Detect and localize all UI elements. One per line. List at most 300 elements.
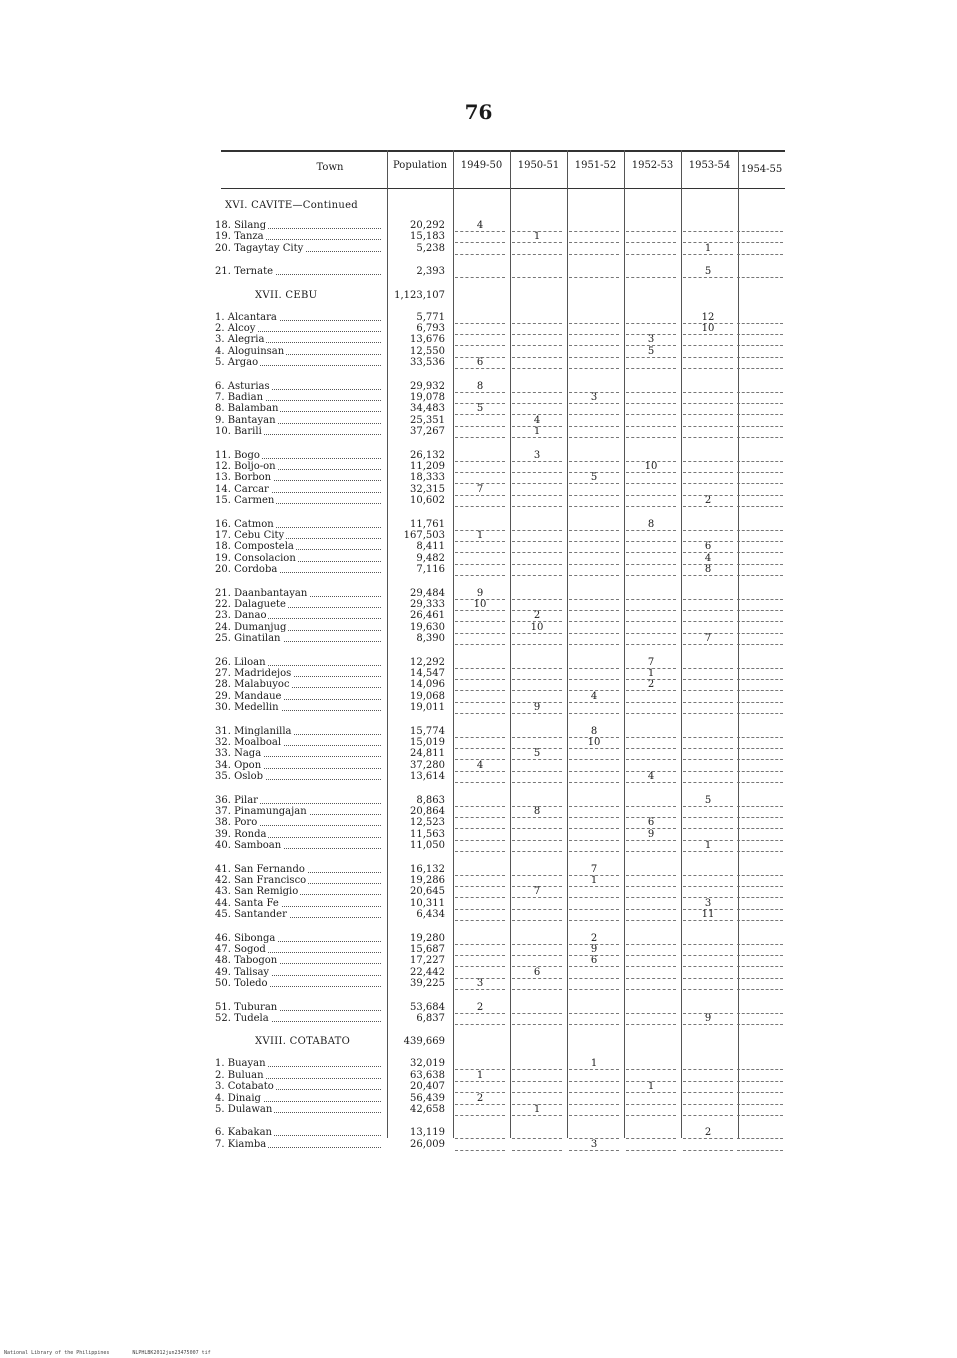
year-cell — [683, 588, 733, 600]
table-row — [215, 312, 785, 323]
table-row — [215, 1139, 785, 1150]
year-cell — [569, 415, 619, 427]
year-cell — [737, 243, 783, 255]
town-name: 17. Cebu City — [215, 530, 285, 541]
year-cell — [737, 944, 783, 956]
table-row — [215, 978, 785, 989]
town-name: 29. Mandaue — [215, 690, 282, 702]
town-cell — [215, 519, 385, 530]
population-cell: 24,811 — [410, 748, 445, 760]
year-cell — [455, 392, 505, 404]
population-cell: 34,483 — [410, 403, 445, 415]
year-cell — [737, 795, 783, 807]
year-cell — [737, 840, 783, 852]
year-cell: 1 — [512, 426, 562, 438]
table-row — [215, 220, 785, 231]
year-cell — [512, 312, 562, 324]
town-cell — [215, 771, 385, 782]
town-cell — [215, 737, 385, 748]
year-cell — [626, 737, 676, 749]
town-name: 4. Dinaig — [215, 1092, 261, 1104]
town-cell — [215, 472, 385, 483]
year-cell: 1 — [569, 1058, 619, 1070]
year-cell — [512, 357, 562, 369]
year-cell — [683, 691, 733, 703]
table-row — [215, 231, 785, 242]
town-cell — [215, 829, 385, 840]
year-cell: 8 — [683, 564, 733, 576]
year-cell — [683, 737, 733, 749]
population-cell: 5,771 — [416, 311, 445, 323]
town-cell — [215, 1104, 385, 1115]
year-cell — [626, 622, 676, 634]
table-row — [215, 1093, 785, 1104]
year-cell — [683, 484, 733, 496]
town-cell — [215, 967, 385, 978]
year-cell — [683, 944, 733, 956]
year-cell — [455, 875, 505, 887]
year-cell — [626, 967, 676, 979]
year-cell — [569, 795, 619, 807]
year-cell: 3 — [626, 334, 676, 346]
population-cell: 29,932 — [410, 380, 445, 392]
population-cell: 17,227 — [410, 955, 445, 967]
population-cell: 8,863 — [416, 794, 445, 806]
year-cell — [569, 484, 619, 496]
year-cell — [626, 243, 676, 255]
year-cell: 1 — [512, 231, 562, 243]
year-cell — [569, 450, 619, 462]
town-cell — [215, 726, 385, 737]
town-name: 4. Aloguinsan — [215, 345, 285, 357]
town-name: 52. Tudela — [215, 1013, 269, 1024]
year-cell — [455, 622, 505, 634]
year-cell — [569, 668, 619, 680]
town-cell — [215, 346, 385, 357]
population-cell: 15,687 — [410, 944, 445, 955]
year-cell — [455, 426, 505, 438]
town-cell — [215, 415, 385, 426]
town-cell — [215, 1081, 385, 1092]
town-cell — [215, 622, 385, 633]
town-cell — [215, 381, 385, 392]
town-name: 5. Argao — [215, 357, 259, 369]
year-cell — [683, 1002, 733, 1014]
year-cell — [683, 530, 733, 542]
population-cell: 53,684 — [410, 1001, 445, 1013]
year-cell — [737, 760, 783, 772]
year-cell: 3 — [683, 898, 733, 910]
table-row — [215, 381, 785, 392]
year-cell — [455, 1081, 505, 1093]
year-cell — [455, 1127, 505, 1139]
year-cell — [512, 243, 562, 255]
town-name: 5. Dulawan — [215, 1104, 273, 1115]
population-cell: 16,132 — [410, 863, 445, 875]
year-cell — [737, 622, 783, 634]
table-row — [215, 1058, 785, 1069]
population-cell: 19,280 — [410, 932, 445, 944]
year-cell: 10 — [455, 599, 505, 611]
year-cell: 10 — [626, 461, 676, 473]
town-name: 41. San Fernando — [215, 863, 305, 875]
year-cell — [626, 323, 676, 335]
year-cell: 1 — [569, 875, 619, 887]
town-name: 3. Alegria — [215, 334, 265, 346]
year-cell: 1 — [683, 243, 733, 255]
year-cell — [683, 357, 733, 369]
year-cell: 9 — [455, 588, 505, 600]
population-cell: 8,411 — [416, 541, 445, 553]
year-cell — [737, 955, 783, 967]
town-cell — [215, 357, 385, 368]
town-name: 19. Tanza — [215, 231, 264, 243]
year-cell — [512, 771, 562, 783]
town-name: 13. Borbon — [215, 472, 272, 484]
year-cell — [737, 691, 783, 703]
year-cell — [737, 679, 783, 691]
year-cell — [455, 795, 505, 807]
population-cell: 19,078 — [410, 392, 445, 403]
town-name: 7. Badian — [215, 392, 264, 403]
year-cell — [626, 541, 676, 553]
year-cell — [626, 1127, 676, 1139]
year-cell — [626, 610, 676, 622]
population-cell: 32,315 — [410, 483, 445, 495]
year-cell — [455, 415, 505, 427]
year-cell — [512, 1081, 562, 1093]
year-cell — [626, 220, 676, 232]
year-cell — [455, 312, 505, 324]
year-cell — [455, 726, 505, 738]
year-cell — [683, 450, 733, 462]
year-cell — [737, 1127, 783, 1139]
year-cell — [737, 334, 783, 346]
year-cell — [737, 748, 783, 760]
year-cell — [626, 944, 676, 956]
year-cell — [512, 978, 562, 990]
year-cell — [455, 806, 505, 818]
footer — [4, 1350, 231, 1356]
year-cell — [737, 588, 783, 600]
year-cell — [626, 955, 676, 967]
town-name: 1. Buayan — [215, 1058, 266, 1070]
year-cell — [626, 633, 676, 645]
town-cell — [215, 461, 385, 472]
town-name: 32. Moalboal — [215, 737, 282, 748]
year-cell — [737, 312, 783, 324]
year-cell — [626, 795, 676, 807]
year-cell: 3 — [569, 1139, 619, 1151]
town-cell — [215, 392, 385, 403]
year-cell: 4 — [683, 553, 733, 565]
town-cell — [215, 633, 385, 644]
year-cell — [455, 472, 505, 484]
year-cell — [737, 829, 783, 841]
year-cell — [683, 771, 733, 783]
population-cell: 14,096 — [410, 679, 445, 691]
table-row — [215, 357, 785, 368]
header-year-1953-54: 1953-54 — [688, 160, 731, 171]
year-cell — [455, 243, 505, 255]
town-name: 28. Malabuyoc — [215, 679, 290, 691]
year-cell — [683, 1058, 733, 1070]
year-cell: 10 — [512, 622, 562, 634]
year-cell — [737, 978, 783, 990]
year-cell — [683, 622, 733, 634]
year-cell — [512, 484, 562, 496]
year-cell — [569, 610, 619, 622]
population-cell: 9,482 — [416, 552, 445, 564]
year-cell — [737, 933, 783, 945]
town-cell — [215, 760, 385, 771]
year-cell: 6 — [626, 817, 676, 829]
year-cell — [569, 657, 619, 669]
section-heading — [215, 290, 785, 301]
year-cell — [626, 726, 676, 738]
town-name: 14. Carcar — [215, 483, 269, 495]
table-row — [215, 737, 785, 748]
town-cell — [215, 1058, 385, 1069]
year-cell — [683, 702, 733, 714]
table-row — [215, 519, 785, 530]
year-cell — [626, 1070, 676, 1082]
town-name: 6. Asturias — [215, 380, 270, 392]
year-cell — [569, 679, 619, 691]
town-name: 22. Dalaguete — [215, 599, 286, 610]
town-name: 39. Ronda — [215, 828, 267, 840]
population-cell: 12,523 — [410, 817, 445, 829]
town-cell — [215, 231, 385, 242]
year-cell — [512, 266, 562, 278]
town-cell — [215, 243, 385, 254]
year-cell — [512, 875, 562, 887]
town-cell — [215, 484, 385, 495]
year-cell: 6 — [569, 955, 619, 967]
population-cell: 7,116 — [416, 564, 445, 576]
town-cell — [215, 1139, 385, 1150]
year-cell — [626, 564, 676, 576]
town-cell — [215, 840, 385, 851]
year-cell — [683, 748, 733, 760]
year-cell — [626, 840, 676, 852]
year-cell — [569, 898, 619, 910]
year-cell — [626, 978, 676, 990]
town-name: 33. Naga — [215, 748, 262, 760]
year-cell — [737, 898, 783, 910]
year-cell — [737, 450, 783, 462]
year-cell: 9 — [569, 944, 619, 956]
town-cell — [215, 220, 385, 231]
year-cell: 11 — [683, 909, 733, 921]
year-cell: 6 — [512, 967, 562, 979]
town-name: 26. Liloan — [215, 656, 266, 668]
population-cell: 26,009 — [410, 1138, 445, 1150]
town-name: 24. Dumanjug — [215, 621, 287, 633]
header-year-1952-53: 1952-53 — [631, 160, 674, 171]
year-cell — [512, 1002, 562, 1014]
population-cell: 15,183 — [410, 231, 445, 243]
year-cell — [512, 599, 562, 611]
year-cell: 10 — [569, 737, 619, 749]
year-cell — [455, 898, 505, 910]
town-cell — [215, 553, 385, 564]
population-cell: 37,267 — [410, 426, 445, 438]
year-cell: 4 — [512, 415, 562, 427]
year-cell: 6 — [455, 357, 505, 369]
section-population: 439,669 — [403, 1036, 445, 1048]
town-name: 12. Boljo-on — [215, 461, 276, 472]
table-row — [215, 795, 785, 806]
year-cell — [737, 668, 783, 680]
year-cell — [512, 864, 562, 876]
year-cell — [737, 806, 783, 818]
table-row — [215, 1127, 785, 1138]
population-cell: 63,638 — [410, 1069, 445, 1081]
year-cell — [626, 691, 676, 703]
section-title: XVII. CEBU — [255, 289, 318, 301]
year-cell — [569, 346, 619, 358]
year-cell: 5 — [455, 403, 505, 415]
town-cell — [215, 1070, 385, 1081]
population-cell: 167,503 — [403, 530, 445, 541]
year-cell: 7 — [569, 864, 619, 876]
town-name: 2. Buluan — [215, 1069, 264, 1081]
population-cell: 6,434 — [416, 909, 445, 921]
section-title: XVIII. COTABATO — [255, 1036, 351, 1048]
year-cell — [737, 1081, 783, 1093]
table-row — [215, 610, 785, 621]
table-row — [215, 415, 785, 426]
table-row — [215, 679, 785, 690]
town-cell — [215, 679, 385, 690]
table-row — [215, 450, 785, 461]
town-name: 36. Pilar — [215, 794, 258, 806]
year-cell: 4 — [626, 771, 676, 783]
year-cell — [737, 530, 783, 542]
population-cell: 2,393 — [416, 266, 445, 278]
year-cell — [569, 886, 619, 898]
year-cell — [455, 829, 505, 841]
year-cell — [737, 403, 783, 415]
year-cell — [569, 840, 619, 852]
year-cell: 1 — [683, 840, 733, 852]
year-cell: 1 — [626, 1081, 676, 1093]
town-cell — [215, 691, 385, 702]
year-cell: 9 — [512, 702, 562, 714]
year-cell — [737, 1058, 783, 1070]
year-cell — [512, 955, 562, 967]
year-cell — [512, 691, 562, 703]
table-row — [215, 495, 785, 506]
population-cell: 32,019 — [410, 1058, 445, 1070]
year-cell — [626, 450, 676, 462]
population-cell: 13,676 — [410, 334, 445, 346]
year-cell — [455, 541, 505, 553]
year-cell — [512, 323, 562, 335]
year-cell — [737, 1093, 783, 1105]
year-cell — [737, 415, 783, 427]
year-cell — [626, 909, 676, 921]
year-cell — [737, 610, 783, 622]
town-cell — [215, 564, 385, 575]
year-cell: 1 — [512, 1104, 562, 1116]
town-name: 9. Bantayan — [215, 414, 276, 426]
year-cell — [512, 495, 562, 507]
town-name: 3. Cotabato — [215, 1081, 274, 1093]
town-cell — [215, 933, 385, 944]
table-row — [215, 726, 785, 737]
year-cell — [737, 484, 783, 496]
year-cell — [737, 346, 783, 358]
year-cell — [626, 806, 676, 818]
year-cell: 3 — [512, 450, 562, 462]
town-cell — [215, 909, 385, 920]
table-row — [215, 967, 785, 978]
year-cell — [512, 519, 562, 531]
town-name: 15. Carmen — [215, 495, 275, 507]
year-cell: 6 — [683, 541, 733, 553]
year-cell — [512, 1013, 562, 1025]
header-year-1949-50: 1949-50 — [460, 160, 503, 171]
town-name: 43. San Remigio — [215, 886, 299, 898]
year-cell — [683, 519, 733, 531]
year-cell — [455, 864, 505, 876]
year-cell — [455, 679, 505, 691]
year-cell — [512, 840, 562, 852]
year-cell — [569, 553, 619, 565]
year-cell — [683, 426, 733, 438]
year-cell — [512, 472, 562, 484]
table-row — [215, 886, 785, 897]
town-cell — [215, 323, 385, 334]
year-cell — [737, 323, 783, 335]
town-name: 37. Pinamungajan — [215, 806, 307, 817]
year-cell — [737, 909, 783, 921]
year-cell — [737, 771, 783, 783]
year-cell — [683, 403, 733, 415]
year-cell: 1 — [455, 530, 505, 542]
year-cell — [626, 426, 676, 438]
year-cell — [512, 668, 562, 680]
year-cell — [737, 657, 783, 669]
year-cell — [737, 1013, 783, 1025]
year-cell — [683, 829, 733, 841]
year-cell — [683, 415, 733, 427]
town-name: 30. Medellin — [215, 702, 279, 714]
population-cell: 12,550 — [410, 345, 445, 357]
table-row — [215, 403, 785, 414]
town-cell — [215, 817, 385, 828]
population-cell: 20,292 — [410, 220, 445, 231]
year-cell — [455, 967, 505, 979]
year-cell — [569, 357, 619, 369]
town-cell — [215, 978, 385, 989]
town-name: 42. San Francisco — [215, 875, 307, 886]
year-cell — [737, 266, 783, 278]
year-cell — [455, 231, 505, 243]
town-cell — [215, 955, 385, 966]
year-cell — [569, 564, 619, 576]
year-cell — [455, 461, 505, 473]
year-cell — [569, 622, 619, 634]
year-cell — [512, 1093, 562, 1105]
town-name: 19. Consolacion — [215, 552, 296, 564]
year-cell — [737, 461, 783, 473]
year-cell — [626, 702, 676, 714]
town-cell — [215, 541, 385, 552]
table-row — [215, 748, 785, 759]
